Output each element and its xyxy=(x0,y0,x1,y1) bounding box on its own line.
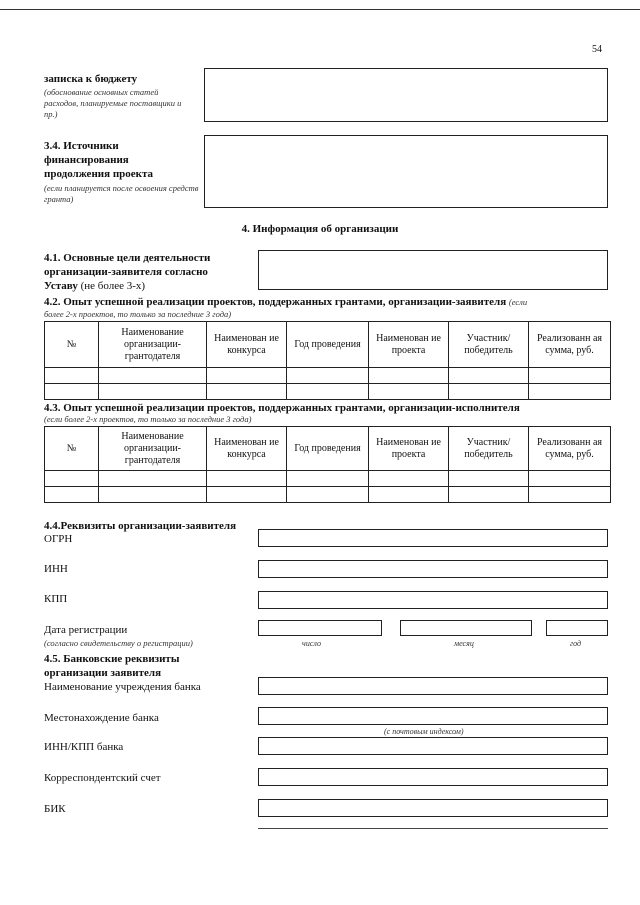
bank-inn-kpp-input[interactable] xyxy=(258,737,608,755)
corr-account-label: Корреспондентский счет xyxy=(44,772,161,784)
funding-sources-title: 3.4. Источники финансирования продолжения проекта xyxy=(44,140,154,180)
top-rule xyxy=(0,9,640,10)
col-year: Год проведения xyxy=(287,322,369,368)
applicant-details-title: 4.4.Реквизиты организации-заявителя xyxy=(44,520,237,532)
bik-input[interactable] xyxy=(258,799,608,817)
bank-location-label: Местонахождение банка xyxy=(44,712,159,724)
goals-field[interactable] xyxy=(258,250,608,290)
col-amount: Реализованн ая сумма, руб. xyxy=(529,322,611,368)
goals-title: 4.1. Основные цели деятельности организации-заявителя согласно xyxy=(44,252,211,278)
col-amount: Реализованн ая сумма, руб. xyxy=(529,427,611,471)
table-row[interactable] xyxy=(45,487,611,503)
col-contest: Наименован ие конкурса xyxy=(207,427,287,471)
funding-sources-hint: (если планируется после освоения средств гранта) xyxy=(44,183,199,204)
bank-inn-kpp-label: ИНН/КПП банка xyxy=(44,741,124,753)
reg-month-input[interactable] xyxy=(400,620,532,636)
reg-year-input[interactable] xyxy=(546,620,608,636)
table-row[interactable] xyxy=(45,384,611,400)
executor-projects-table xyxy=(44,426,611,503)
reg-month-caption: месяц xyxy=(454,639,474,648)
col-status: Участник/ победитель xyxy=(449,427,529,471)
reg-year-caption: год xyxy=(570,639,582,648)
col-status: Участник/ победитель xyxy=(449,322,529,368)
applicant-projects-table xyxy=(44,321,611,400)
goals-title-charter: Уставу xyxy=(44,280,78,292)
experience-applicant-title-row xyxy=(44,295,640,309)
bank-details-title: 4.5. Банковские реквизиты организации заявителя xyxy=(44,653,180,679)
col-grantor: Наименование организации-грантодателя xyxy=(99,427,207,471)
experience-applicant-title: 4.2. Опыт успешной реализации проектов, поддержанных грантами, организации-заявителя xyxy=(44,296,507,308)
bank-location-input[interactable] xyxy=(258,707,608,725)
reg-date-hint: (согласно свидетельству о регистрации) xyxy=(44,638,193,648)
col-contest: Наименован ие конкурса xyxy=(207,322,287,368)
reg-date-label: Дата регистрации xyxy=(44,624,128,636)
budget-note-hint: (обоснование основных статей расходов, планируемые поставщики и пр.) xyxy=(44,87,182,119)
experience-executor-title: 4.3. Опыт успешной реализации проектов, поддержанных грантами, организации-исполнителя xyxy=(44,402,520,414)
col-number: № xyxy=(45,322,99,368)
goals-suffix: (не более 3-х) xyxy=(80,280,146,292)
table-row[interactable] xyxy=(45,471,611,487)
experience-applicant-hint-a: (если xyxy=(508,297,528,307)
page-number: 54 xyxy=(592,44,602,55)
ogrn-input[interactable] xyxy=(258,529,608,547)
section-4-heading: 4. Информация об организации xyxy=(241,223,399,235)
reg-day-caption: число xyxy=(302,639,321,648)
table-header-row xyxy=(45,322,611,368)
bottom-rule xyxy=(258,828,608,829)
kpp-label: КПП xyxy=(44,593,68,605)
col-grantor: Наименование организации-грантодателя xyxy=(99,322,207,368)
table-header-row xyxy=(45,427,611,471)
bank-name-label: Наименование учреждения банка xyxy=(44,681,201,693)
postal-index-caption: (с почтовым индексом) xyxy=(384,727,464,736)
inn-label: ИНН xyxy=(44,563,68,575)
col-project: Наименован ие проекта xyxy=(369,322,449,368)
corr-account-input[interactable] xyxy=(258,768,608,786)
table-row[interactable] xyxy=(45,368,611,384)
goals-title-tail xyxy=(44,279,145,293)
inn-input[interactable] xyxy=(258,560,608,578)
budget-note-title: записка к бюджету xyxy=(44,73,138,85)
kpp-input[interactable] xyxy=(258,591,608,609)
col-year: Год проведения xyxy=(287,427,369,471)
reg-day-input[interactable] xyxy=(258,620,382,636)
experience-applicant-hint: более 2-х проектов, то только за последние 3 года) xyxy=(44,309,232,319)
col-number: № xyxy=(45,427,99,471)
col-project: Наименован ие проекта xyxy=(369,427,449,471)
experience-executor-hint: (если более 2-х проектов, то только за последние 3 года) xyxy=(44,414,252,424)
ogrn-label: ОГРН xyxy=(44,533,73,545)
bank-name-input[interactable] xyxy=(258,677,608,695)
budget-note-field[interactable] xyxy=(204,68,608,122)
bik-label: БИК xyxy=(44,803,66,815)
funding-sources-field[interactable] xyxy=(204,135,608,208)
